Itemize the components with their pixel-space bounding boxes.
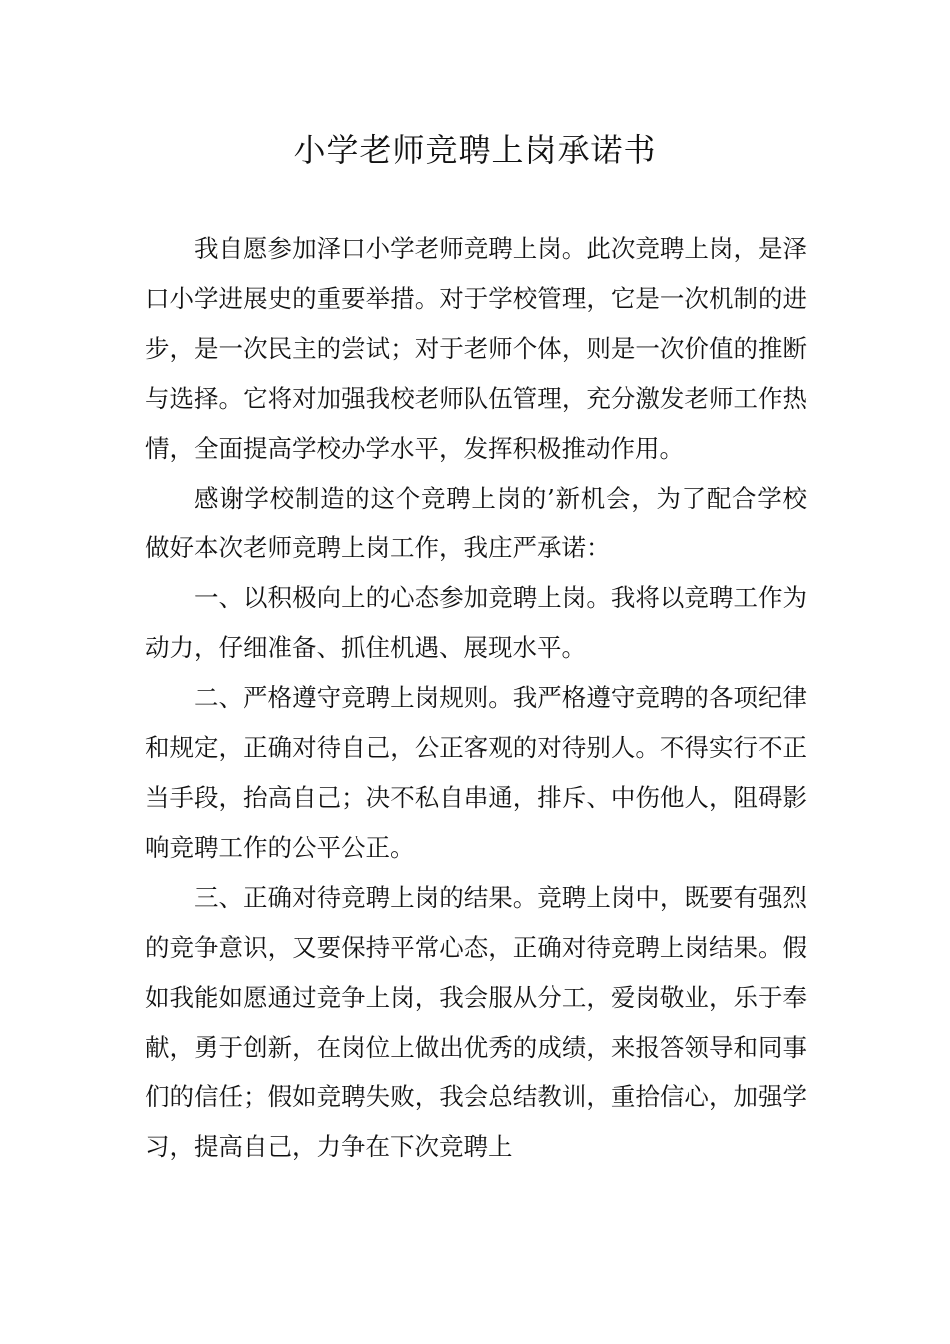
paragraph-pledge-three: 三、正确对待竞聘上岗的结果。竞聘上岗中，既要有强烈的竞争意识，又要保持平常心态，正确对待竞聘上岗结果。假如我能如愿通过竞争上岗，我会服从分工，爱岗敬业，乐于奉献，勇于创新，在岗位上做出优秀的成绩，来报答领导和同事们的信任；假如竞聘失败，我会总结教训，重拾信心，加强学习，提高自己，力争在下次竞聘上 [145, 882, 807, 1162]
paragraph-pledge-one: 一、以积极向上的心态参加竞聘上岗。我将以竞聘工作为动力，仔细准备、抓住机遇、展现水平。 [145, 583, 807, 663]
paragraph-intro: 我自愿参加泽口小学老师竞聘上岗。此次竞聘上岗，是泽口小学进展史的重要举措。对于学校管理，它是一次机制的进步，是一次民主的尝试；对于老师个体，则是一次价值的推断与选择。它将对加强我校老师队伍管理，充分激发老师工作热情，全面提高学校办学水平，发挥积极推动作用。 [145, 234, 807, 463]
paragraph-pledge-lead: 感谢学校制造的这个竞聘上岗的’新机会，为了配合学校做好本次老师竞聘上岗工作，我庄严承诺： [145, 483, 807, 563]
document-body [145, 224, 807, 1172]
paragraph-pledge-two: 二、严格遵守竞聘上岗规则。我严格遵守竞聘的各项纪律和规定，正确对待自己，公正客观的对待别人。不得实行不正当手段，抬高自己；决不私自串通，排斥、中伤他人，阻碍影响竞聘工作的公平公正。 [145, 683, 807, 862]
document-title: 小学老师竞聘上岗承诺书 [293, 131, 657, 169]
